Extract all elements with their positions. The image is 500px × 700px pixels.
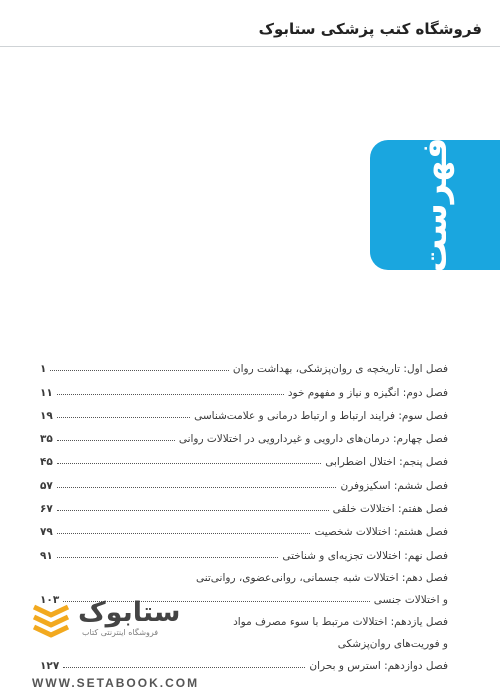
toc-leader [57,394,284,395]
toc-entry-title: فصل نهم: اختلالات تجزیه‌ای و شناختی [282,549,448,562]
toc-entry-page: ۱۱ [40,386,53,399]
toc-entry-page: ۱ [40,363,47,376]
toc-entry [40,422,448,445]
toc-entry [40,468,448,491]
toc-entry-page: ۳۵ [40,433,53,446]
toc-entry-page: ۶۷ [40,503,53,516]
toc-entry-page: ۹۱ [40,549,53,562]
toc-entry-title: فصل هفتم: اختلالات خلقی [332,503,448,516]
toc-entry-title: فصل سوم: فرایند ارتباط و ارتباط درمانی و علامت‌شناسی [194,409,448,422]
toc-entry-page: ۴۵ [40,456,53,469]
watermark-subtitle: فروشگاه اینترنتی کتاب [82,628,159,637]
toc-leader [57,557,279,558]
toc-entry [40,515,448,538]
toc-entry-title: و فوریت‌های روان‌پزشکی [337,637,448,650]
toc-entry-title: فصل اول: تاریخچه ی روان‌پزشکی، بهداشت روان [232,363,448,376]
header-divider [0,46,500,47]
toc-entry [40,562,448,584]
toc-entry [40,352,448,375]
toc-leader [57,487,337,488]
section-tab-label: فهرست [415,137,455,273]
toc-entry-page: ۵۷ [40,479,53,492]
toc-entry-page: ۱۰۳ [40,593,60,606]
toc-leader [57,510,329,511]
watermark-brand: ستابوک [78,597,181,628]
book-stack-icon [30,597,72,639]
toc-entry-title: فصل دوم: انگیزه و نیاز و مفهوم خود [287,386,448,399]
toc-leader [57,440,175,441]
toc-entry-title: فصل یازدهم: اختلالات مرتبط با سوء مصرف مواد [233,615,448,628]
toc-entry [40,375,448,398]
toc-entry [40,445,448,468]
toc-leader [57,463,321,464]
toc-entry-title: فصل چهارم: درمان‌های دارویی و غیردارویی در اختلالات روانی [178,433,448,446]
toc-entry-page: ۷۹ [40,526,53,539]
toc-leader [63,667,305,668]
toc-entry-page: ۱۹ [40,409,53,422]
toc-entry-title: فصل دهم: اختلالات شبه جسمانی، روانی‌عضوی، روانی‌تنی [195,571,448,584]
setabook-watermark [30,597,290,639]
toc-entry [40,650,448,672]
footer-site-url: WWW.SETABOOK.COM [32,676,200,690]
toc-entry [40,492,448,515]
section-tab [370,137,500,273]
toc-entry-title: فصل پنجم: اختلال اضطرابی [325,456,448,469]
toc-entry-title: و اختلالات جنسی [373,593,448,606]
toc-entry [40,538,448,561]
toc-leader [50,370,229,371]
store-title: فروشگاه کتب پزشکی ستابوک [258,20,482,38]
toc-entry-title: فصل هشتم: اختلالات شخصیت [314,526,448,539]
toc-entry [40,399,448,422]
toc-leader [57,533,311,534]
toc-entry-title: فصل ششم: اسکیزوفرن [340,479,448,492]
toc-entry-title: فصل دوازدهم: استرس و بحران [309,659,448,672]
toc-entry-page: ۱۲۷ [40,659,60,672]
toc-leader [57,417,190,418]
